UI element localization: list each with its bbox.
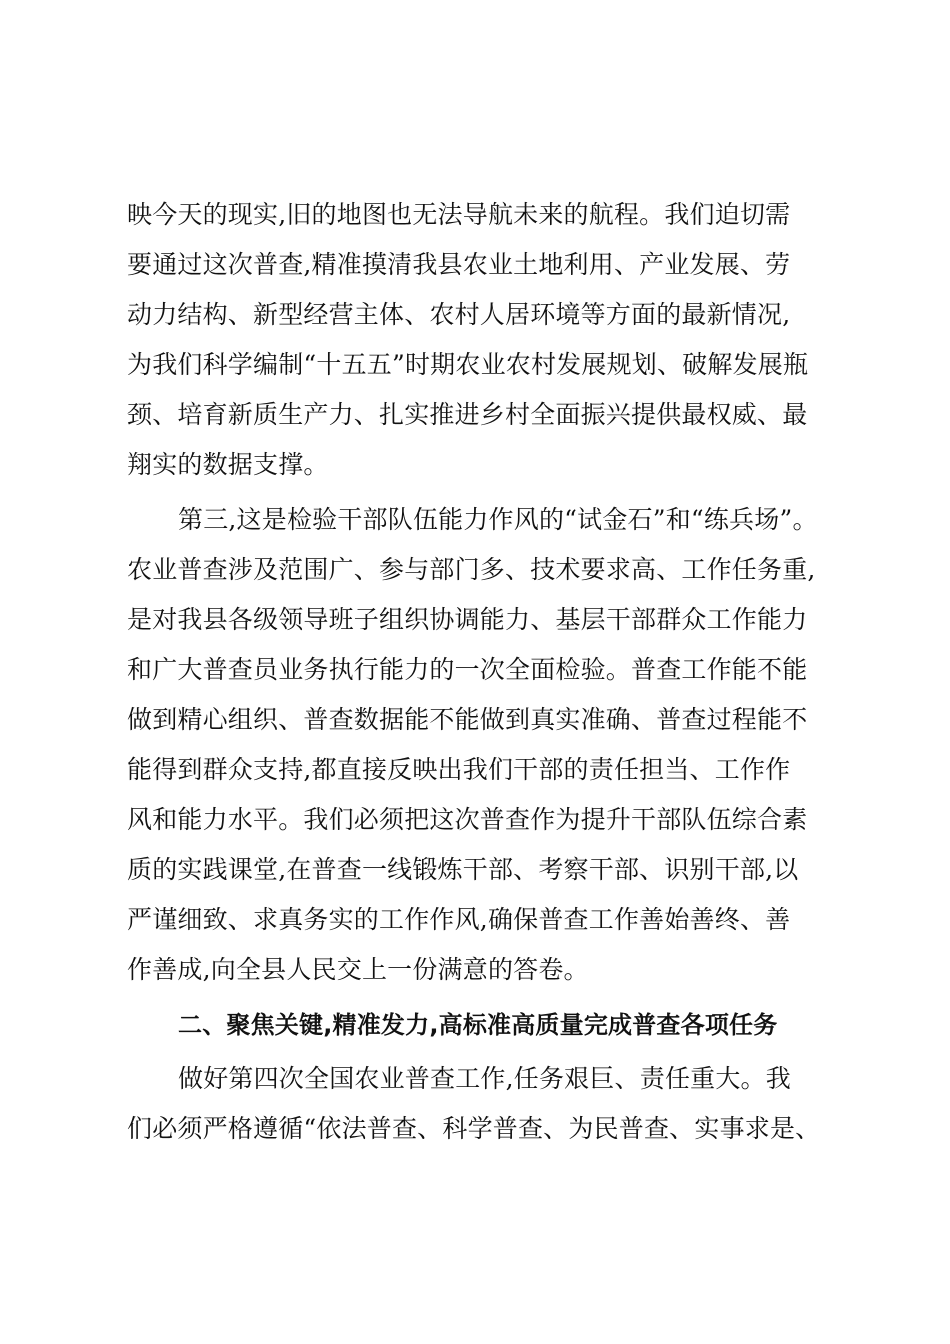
paragraph-2-line-4: 和广大普查员业务执行能力的一次全面检验。普查工作能不能 [127,655,808,684]
paragraph-3-line-2: 们必须严格遵循“依法普查、科学普查、为民普查、实事求是、 [127,1114,821,1143]
section-heading: 二、聚焦关键,精准发力,高标准高质量完成普查各项任务 [178,1011,778,1039]
paragraph-2-line-10: 作善成,向全县人民交上一份满意的答卷。 [127,955,589,984]
paragraph-1-line-4: 为我们科学编制“十五五”时期农业农村发展规划、破解发展瓶 [127,350,809,379]
paragraph-2-line-2: 农业普查涉及范围广、参与部门多、技术要求高、工作任务重, [127,555,816,584]
paragraph-2-line-9: 严谨细致、求真务实的工作作风,确保普查工作善始善终、善 [127,905,791,934]
paragraph-2-line-1: 第三,这是检验干部队伍能力作风的“试金石”和“练兵场”。 [178,505,818,534]
paragraph-2-line-6: 能得到群众支持,都直接反映出我们干部的责任担当、工作作 [127,755,791,784]
paragraph-1-line-6: 翔实的数据支撑。 [127,450,329,479]
paragraph-1-line-3: 动力结构、新型经营主体、农村人居环境等方面的最新情况, [127,300,791,329]
paragraph-2-line-7: 风和能力水平。我们必须把这次普查作为提升干部队伍综合素 [127,805,808,834]
paragraph-1-line-1: 映今天的现实,旧的地图也无法导航未来的航程。我们迫切需 [127,200,791,229]
paragraph-2-line-5: 做到精心组织、普查数据能不能做到真实准确、普查过程能不 [127,705,808,734]
paragraph-2-line-3: 是对我县各级领导班子组织协调能力、基层干部群众工作能力 [127,605,808,634]
paragraph-1-line-5: 颈、培育新质生产力、扎实推进乡村全面振兴提供最权威、最 [127,400,808,429]
paragraph-1-line-2: 要通过这次普查,精准摸清我县农业土地利用、产业发展、劳 [127,250,791,279]
paragraph-2-line-8: 质的实践课堂,在普查一线锻炼干部、考察干部、识别干部,以 [127,855,799,884]
paragraph-3-line-1: 做好第四次全国农业普查工作,任务艰巨、责任重大。我 [178,1064,791,1093]
